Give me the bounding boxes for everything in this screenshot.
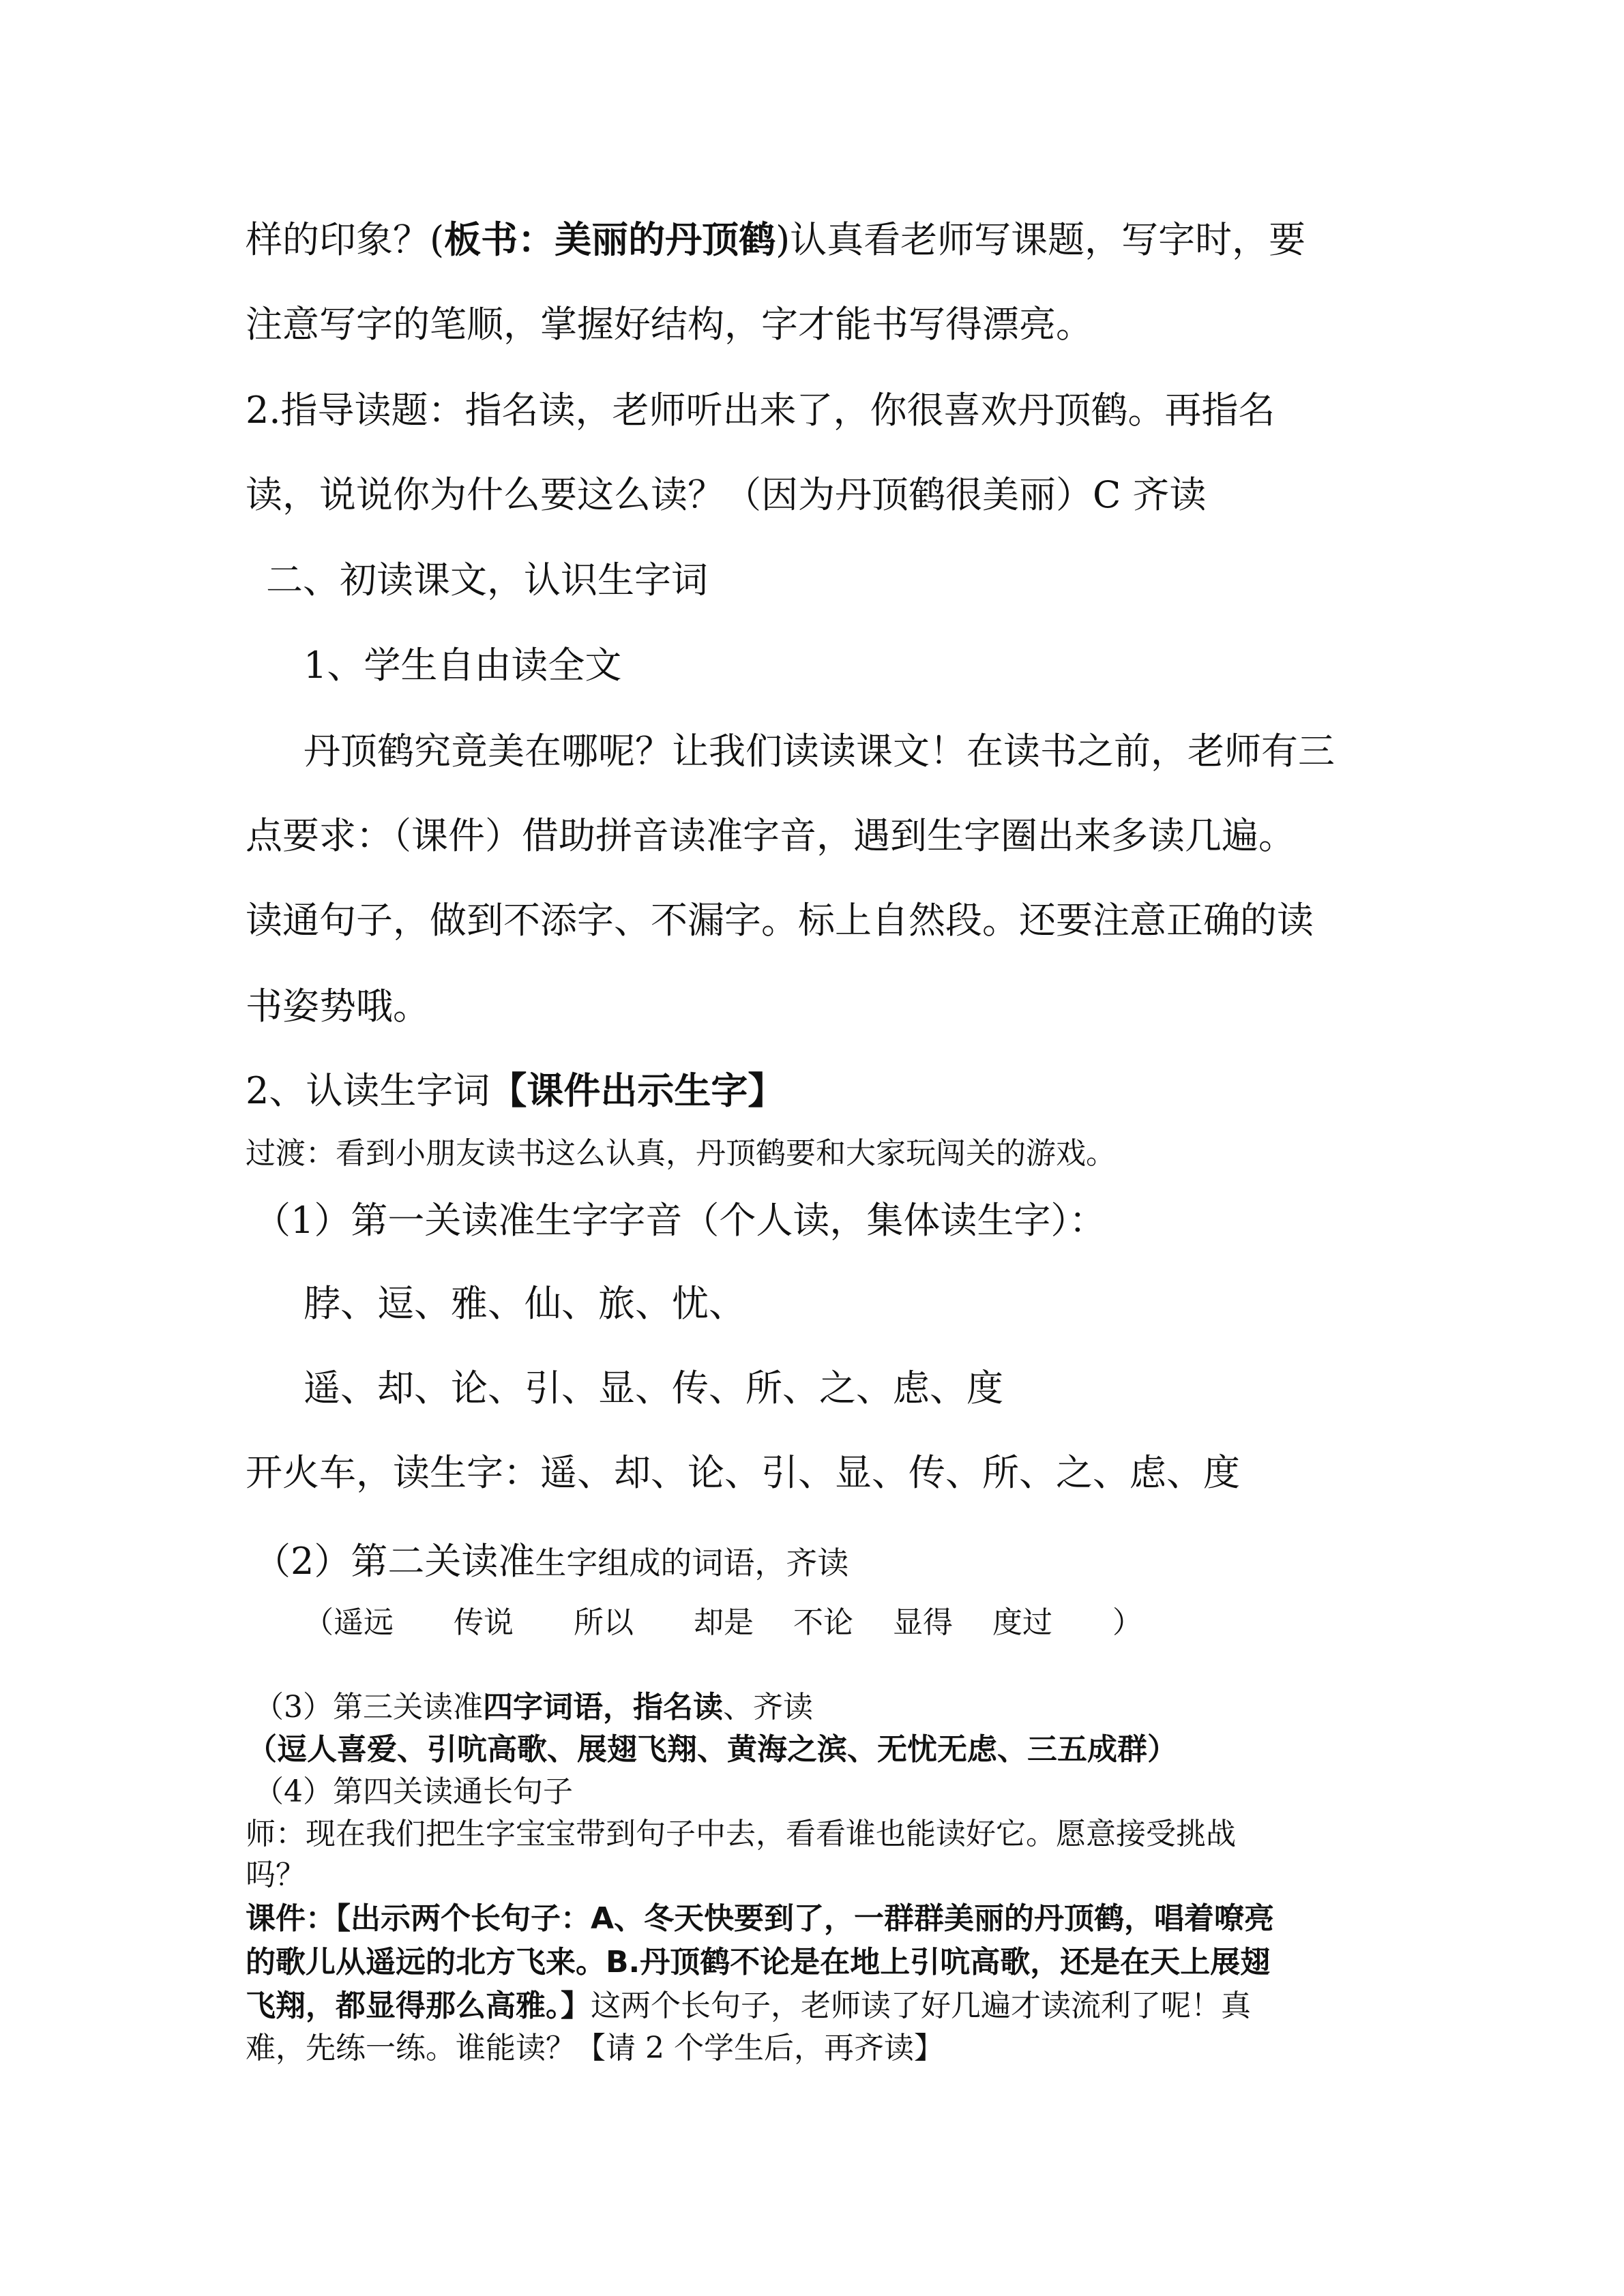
paragraph-line: 丹顶鹤究竟美在哪呢？让我们读读课文！在读书之前，老师有三 <box>304 730 1335 773</box>
bold-text: 【课件出示生字】 <box>490 1069 785 1112</box>
character-list: 脖、逗、雅、仙、旅、忧、 <box>304 1282 745 1325</box>
paragraph-line: 过渡：看到小朋友读书这么认真，丹顶鹤要和大家玩闯关的游戏。 <box>246 1136 1116 1171</box>
text-run: 2、认读生字词 <box>246 1069 490 1112</box>
text-run: （3）第三关读准 <box>254 1690 483 1725</box>
paragraph-line: 的歌儿从遥远的北方飞来。B.丹顶鹤不论是在地上引吭高歌，还是在天上展翅 <box>246 1945 1271 1980</box>
paragraph-line: 师：现在我们把生字宝宝带到句子中去，看看谁也能读好它。愿意接受挑战 <box>246 1817 1236 1851</box>
paragraph-line <box>246 1986 1251 2027</box>
bold-text: 板书：美丽的丹顶鹤 <box>444 218 776 261</box>
text-run: 这两个长句子，老师读了好几遍才读流利了呢！真 <box>591 1988 1251 2023</box>
paragraph-line: 开火车，读生字：遥、却、论、引、显、传、所、之、虑、度 <box>246 1451 1240 1494</box>
section-heading: 二、初读课文，认识生字词 <box>266 558 708 601</box>
character-list: 遥、却、论、引、显、传、所、之、虑、度 <box>304 1367 1003 1410</box>
word-list: （逗人喜爱、引吭高歌、展翅飞翔、黄海之滨、无忧无虑、三五成群） <box>247 1732 1177 1767</box>
text-run: )认真看老师写课题，写字时，要 <box>776 218 1306 261</box>
text-run: 样的印象？( <box>246 218 445 261</box>
subheading: 1、学生自由读全文 <box>304 644 622 687</box>
paragraph-line: 读，说说你为什么要这么读？（因为丹顶鹤很美丽）C 齐读 <box>246 473 1207 516</box>
text-run: （2）第二关读准 <box>254 1540 535 1583</box>
text-run: 、齐读 <box>723 1690 813 1725</box>
paragraph-line: 读通句子，做到不添字、不漏字。标上自然段。还要注意正确的读 <box>246 899 1314 942</box>
bold-text: 飞翔，都显得那么高雅。】 <box>246 1988 591 2023</box>
word-list: （遥远 传说 所以 却是 不论 显得 度过 ） <box>304 1605 1142 1640</box>
paragraph-line <box>246 215 1305 265</box>
paragraph-line: （1）第一关读准生字字音（个人读，集体读生字）： <box>254 1199 1106 1242</box>
paragraph-line: （4）第四关读通长句子 <box>254 1774 573 1809</box>
paragraph-line: 2.指导读题：指名读，老师听出来了，你很喜欢丹顶鹤。再指名 <box>246 389 1275 432</box>
paragraph-line: 难，先练一练。谁能读？【请 2 个学生后，再齐读】 <box>246 2031 944 2066</box>
paragraph-line: 点要求：（课件）借助拼音读准字音，遇到生字圈出来多读几遍。 <box>246 814 1295 857</box>
text-run: 生字组成的词语，齐读 <box>535 1545 849 1581</box>
paragraph-line <box>254 1687 813 1728</box>
paragraph-line: 课件：【出示两个长句子：A、冬天快要到了，一群群美丽的丹顶鹤，唱着嘹亮 <box>246 1901 1275 1936</box>
bold-text: 四字词语，指名读 <box>483 1690 723 1725</box>
paragraph-line <box>254 1537 848 1587</box>
paragraph-line: 注意写字的笔顺，掌握好结构，字才能书写得漂亮。 <box>246 303 1093 346</box>
paragraph-line: 书姿势哦。 <box>246 985 430 1028</box>
paragraph-line: 吗？ <box>246 1858 306 1892</box>
subheading <box>246 1067 784 1116</box>
